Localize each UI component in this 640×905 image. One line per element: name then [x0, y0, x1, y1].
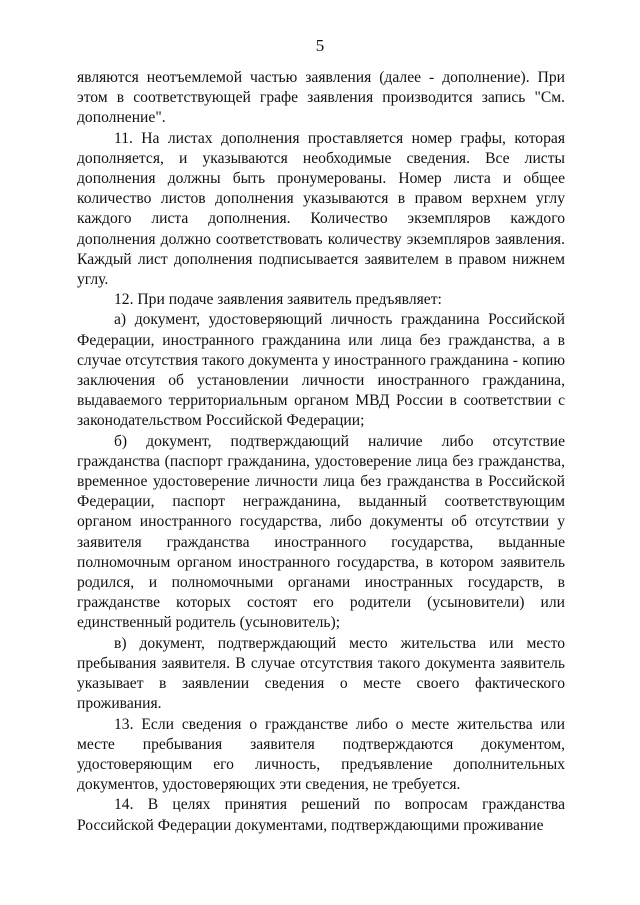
paragraph-11: 11. На листах дополнения проставляется номер графы, которая дополняется, и указываются необходимые сведения. Все листы дополнения должны быть пронумерованы. Номер листа и общее количество листов дополнения указываются в правом верхнем углу каждого листа дополнения. Количество экземпляров каждого дополнения должно соответствовать количеству экземпляров заявления. Каждый лист дополнения подписывается заявителем в правом нижнем углу. [77, 129, 565, 289]
paragraph-12: 12. При подаче заявления заявитель предъявляет: [114, 291, 442, 309]
paragraph-continuation: являются неотъемлемой частью заявления (далее - дополнение). При этом в соответствующей графе заявления производится запись "См. дополнение". [77, 69, 565, 127]
document-body [77, 68, 565, 836]
page-number: 5 [315, 36, 325, 55]
paragraph-12-v: в) документ, подтверждающий место жительства или место пребывания заявителя. В случае отсутствия такого документа заявитель указывает в заявлении сведения о месте своего фактического проживания. [77, 634, 565, 713]
paragraph-12-a: а) документ, удостоверяющий личность гражданина Российской Федерации, иностранного гражданина или лица без гражданства, а в случае отсутствия такого документа у иностранного гражданина - копию заключения об установлении личности иностранного гражданина, выдаваемого территориальным органом МВД России в соответствии с законодательством Российской Федерации; [77, 311, 565, 430]
paragraph-12-b: б) документ, подтверждающий наличие либо отсутствие гражданства (паспорт гражданина, удостоверение лица без гражданства, временное удостоверение личности лица без гражданства в Российской Федерации, паспорт негражданина, выданный соответствующим органом иностранного государства, либо документы об отсутствии у заявителя гражданства иностранного государства, выданные полномочным органом иностранного государства, в котором заявитель родился, и полномочными органами иностранных государств, в гражданстве которых состоят его родители (усыновители) или единственный родитель (усыновитель); [77, 432, 565, 632]
paragraph-14: 14. В целях принятия решений по вопросам гражданства Российской Федерации документами, подтверждающими проживание [77, 796, 565, 834]
paragraph-13: 13. Если сведения о гражданстве либо о месте жительства или месте пребывания заявителя подтверждаются документом, удостоверяющим его личность, предъявление дополнительных документов, удостоверяющих эти сведения, не требуется. [77, 715, 565, 794]
